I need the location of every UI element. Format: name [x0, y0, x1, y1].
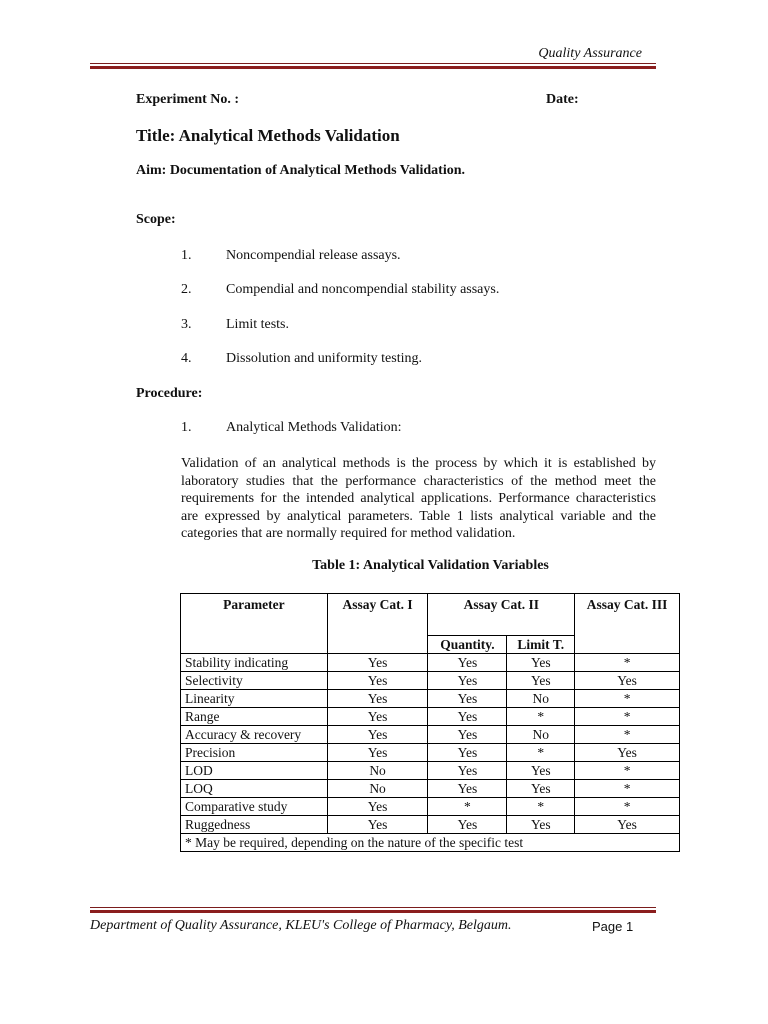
cell-cat1: Yes	[327, 816, 428, 834]
table-caption: Table 1: Analytical Validation Variables	[312, 558, 549, 573]
cell-quantity: Yes	[428, 708, 507, 726]
cell-cat1: Yes	[327, 654, 428, 672]
cell-parameter: Range	[181, 708, 328, 726]
validation-table	[180, 593, 680, 852]
cell-limit: Yes	[507, 762, 575, 780]
cell-cat1: Yes	[327, 708, 428, 726]
cell-parameter: Stability indicating	[181, 654, 328, 672]
scope-item	[181, 351, 422, 367]
cell-parameter: Comparative study	[181, 798, 328, 816]
scope-item-number: 2.	[181, 282, 192, 297]
table-row	[181, 654, 680, 672]
cell-cat3: *	[575, 762, 680, 780]
procedure-item-text: Analytical Methods Validation:	[226, 420, 402, 435]
table-row	[181, 780, 680, 798]
cell-limit: No	[507, 690, 575, 708]
header-assay-cat-3: Assay Cat. III	[575, 594, 680, 654]
cell-parameter: LOQ	[181, 780, 328, 798]
header-limit: Limit T.	[507, 636, 575, 654]
table-note: * May be required, depending on the nature of the specific test	[181, 834, 680, 852]
cell-quantity: Yes	[428, 780, 507, 798]
cell-cat3: *	[575, 690, 680, 708]
document-title: Title: Analytical Methods Validation	[136, 126, 400, 145]
cell-quantity: Yes	[428, 726, 507, 744]
experiment-line	[136, 92, 656, 108]
cell-cat1: Yes	[327, 744, 428, 762]
cell-parameter: LOD	[181, 762, 328, 780]
page-number: Page 1	[592, 919, 634, 934]
scope-item	[181, 317, 289, 333]
cell-limit: Yes	[507, 654, 575, 672]
cell-limit: *	[507, 744, 575, 762]
cell-quantity: Yes	[428, 816, 507, 834]
scope-item-number: 4.	[181, 351, 192, 366]
table-row	[181, 816, 680, 834]
header-parameter: Parameter	[181, 594, 328, 654]
cell-cat1: Yes	[327, 798, 428, 816]
table-row	[181, 672, 680, 690]
scope-item-number: 3.	[181, 317, 192, 332]
scope-item-number: 1.	[181, 248, 192, 263]
running-header: Quality Assurance	[538, 46, 642, 61]
cell-limit: *	[507, 708, 575, 726]
cell-parameter: Linearity	[181, 690, 328, 708]
cell-quantity: Yes	[428, 690, 507, 708]
cell-cat1: No	[327, 780, 428, 798]
table-row	[181, 690, 680, 708]
cell-limit: *	[507, 798, 575, 816]
cell-quantity: *	[428, 798, 507, 816]
experiment-label: Experiment No. :	[136, 92, 240, 107]
scope-item	[181, 282, 499, 298]
cell-quantity: Yes	[428, 654, 507, 672]
cell-quantity: Yes	[428, 762, 507, 780]
header-quantity: Quantity.	[428, 636, 507, 654]
scope-heading: Scope:	[136, 212, 176, 227]
footer-rule	[90, 907, 656, 913]
footer-department: Department of Quality Assurance, KLEU's College of Pharmacy, Belgaum.	[90, 918, 512, 933]
cell-parameter: Precision	[181, 744, 328, 762]
cell-quantity: Yes	[428, 744, 507, 762]
cell-cat1: Yes	[327, 672, 428, 690]
procedure-heading: Procedure:	[136, 386, 203, 401]
header-assay-cat-1: Assay Cat. I	[327, 594, 428, 654]
table-row	[181, 708, 680, 726]
cell-limit: No	[507, 726, 575, 744]
cell-parameter: Ruggedness	[181, 816, 328, 834]
scope-item-text: Noncompendial release assays.	[226, 248, 401, 263]
cell-quantity: Yes	[428, 672, 507, 690]
table-row	[181, 762, 680, 780]
procedure-item	[181, 420, 402, 436]
date-label: Date:	[546, 92, 579, 107]
cell-cat3: *	[575, 726, 680, 744]
scope-item-text: Limit tests.	[226, 317, 289, 332]
cell-parameter: Selectivity	[181, 672, 328, 690]
procedure-paragraph: Validation of an analytical methods is the process by which it is established by laboratory studies that the performance characteristics of the method meet the requirements for the intended analytical applications. Performance characteristics are expressed by analytical parameters. Table 1 lists analytical variable and the categories that are normally required for method validation.	[181, 456, 656, 541]
header-assay-cat-2: Assay Cat. II	[428, 594, 575, 636]
header-rule	[90, 63, 656, 69]
scope-item	[181, 248, 401, 264]
cell-limit: Yes	[507, 780, 575, 798]
cell-limit: Yes	[507, 816, 575, 834]
table-row	[181, 798, 680, 816]
cell-cat3: Yes	[575, 744, 680, 762]
cell-cat1: Yes	[327, 690, 428, 708]
cell-cat1: No	[327, 762, 428, 780]
cell-cat3: Yes	[575, 816, 680, 834]
table-row	[181, 726, 680, 744]
cell-cat3: *	[575, 798, 680, 816]
cell-cat3: Yes	[575, 672, 680, 690]
procedure-item-number: 1.	[181, 420, 192, 435]
cell-limit: Yes	[507, 672, 575, 690]
scope-item-text: Dissolution and uniformity testing.	[226, 351, 422, 366]
cell-cat3: *	[575, 708, 680, 726]
cell-cat1: Yes	[327, 726, 428, 744]
cell-cat3: *	[575, 654, 680, 672]
scope-item-text: Compendial and noncompendial stability assays.	[226, 282, 500, 297]
cell-cat3: *	[575, 780, 680, 798]
cell-parameter: Accuracy & recovery	[181, 726, 328, 744]
aim-line: Aim: Documentation of Analytical Methods Validation.	[136, 163, 466, 178]
table-note-row	[181, 834, 680, 852]
table-row	[181, 744, 680, 762]
